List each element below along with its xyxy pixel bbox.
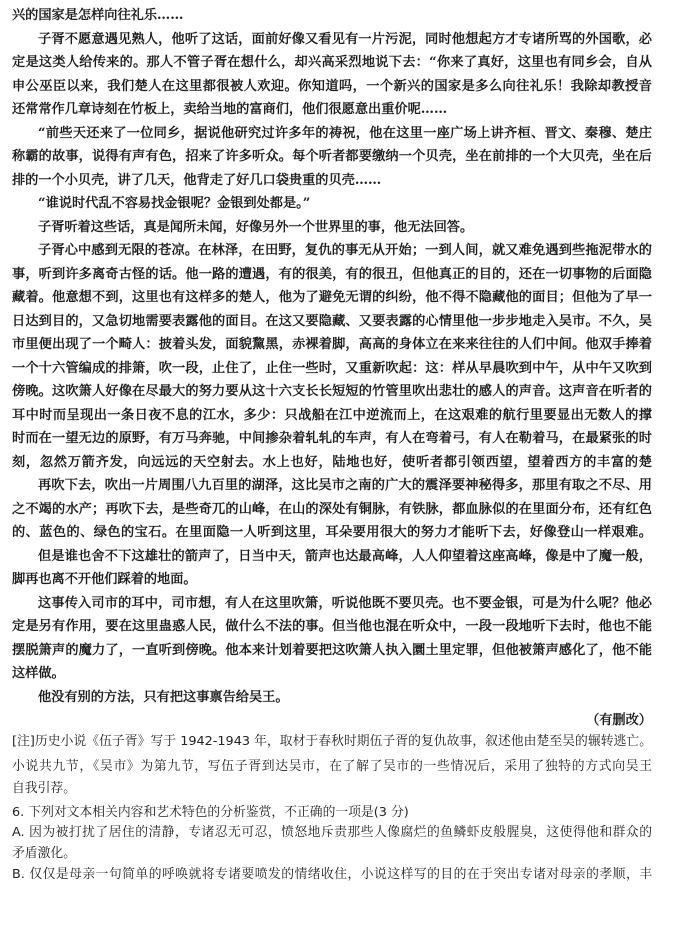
passage-line: 的、蓝色的、绿色的宝石。在里面隐一人听到这里，耳朵要用很大的努力才能听下去，好像登山一样艰难。 <box>12 525 652 540</box>
passage-line: “谁说时代乱不容易找金银呢？金银到处都是。” <box>38 196 311 211</box>
passage-line: 还常常作几章诗刻在竹板上，卖给当地的富商们，他们很愿意出重价呢…… <box>12 102 448 117</box>
passage-line: 藏着。他意想不到，这里也有这样多的楚人，他为了避免无谓的纠纷，他不得不隐藏他的面目；但他为了早一 <box>12 290 652 305</box>
passage-line: “前些天还来了一位同乡，据说他研究过许多年的祷祝，他在这里一座广场上讲齐桓、晋文、秦穆、楚庄 <box>38 125 652 141</box>
passage-line: 定是另有作用，要在这里蛊惑人民，做什么不法的事。但当他也混在听众中，一段一段地听下去时，他也不能 <box>12 619 652 634</box>
passage-line: 排的一个小贝壳，讲了几天，他背走了好几口袋贵重的贝壳…… <box>12 172 382 188</box>
passage-line: 定是这类人给传来的。那人不管子胥在想什么，却兴高采烈地说下去：“你来了真好，这里也有同乡会，自从 <box>12 55 652 70</box>
passage-line: 子胥听着这些话，真是闻所未闻，好像另外一个世界里的事，他无法回答。 <box>38 219 474 235</box>
passage-line: 刻，忽然万箭齐发，向远远的天空射去。水上也好，陆地也好，使听者都引领西望，望着西方的丰富的楚 <box>12 454 652 470</box>
passage-line: 这事传入司市的耳中，司市想，有人在这里吹箫，听说他既不要贝壳。也不要金银，可是为什么呢？他必 <box>38 595 652 611</box>
source-note: （有删改） <box>586 713 652 728</box>
annotation-line: 自我引荐。 <box>12 781 76 796</box>
question-option: 矛盾激化。 <box>12 846 76 861</box>
annotation-line: [注]历史小说《伍子胥》写于 1942-1943 年，取材于春秋时期伍子胥的复仇故事，叙述他由楚至吴的辗转逃亡。 <box>12 734 652 749</box>
passage-line: 傍晚。这吹箫人好像在尽最大的努力要从这十六支长长短短的竹管里吹出悲壮的感人的声音。这声音在听者的 <box>12 384 652 399</box>
passage-line: 市里便出现了一个畸人：披着头发，面貌黧黑，赤裸着脚，高高的身体立在来来往往的人们中间。他双手捧着 <box>12 337 652 352</box>
passage-line: 兴的国家是怎样向往礼乐…… <box>12 8 184 23</box>
passage-line: 之不竭的水产；再吹下去，是些奇兀的山峰，在山的深处有铜脉，有铁脉，都血脉似的在里面分布，还有红色 <box>12 501 652 517</box>
passage-line: 但是谁也舍不下这雄壮的箭声了，日当中天，箭声也达最高峰，人人仰望着这座高峰，像是中了魔一般， <box>38 548 652 564</box>
passage-line: 这样做。 <box>12 666 65 681</box>
question-option: A. 因为被打扰了居住的清静，专诸忍无可忍，愤怒地斥责那些人像腐烂的鱼鳞虾皮般腥臭，这使得他和群众的 <box>12 825 652 840</box>
passage-line: 再吹下去，吹出一片周围八九百里的湖泽，这比吴市之南的广大的震泽要神秘得多，那里有取之不尽、用 <box>38 478 652 493</box>
passage-line: 子胥不愿意遇见熟人，他听了这话，面前好像又看见有一片污泥，同时他想起方才专诸所骂的外国歌，必 <box>38 31 652 47</box>
passage-line: 事，听到许多离奇古怪的话。他一路的遭遇，有的很美，有的很丑，但他真正的目的，还在一切事物的后面隐 <box>12 266 652 282</box>
passage-line: 申公巫臣以来，我们楚人在这里都很被人欢迎。你知道吗，一个新兴的国家是多么向往礼乐！我除却教授音 <box>12 78 652 94</box>
question-option: B. 仅仅是母亲一句简单的呼唤就将专诸要喷发的情绪收住，小说这样写的目的在于突出专诸对母亲的孝顺，丰 <box>12 867 652 882</box>
passage-line: 他没有别的方法，只有把这事禀告给吴王。 <box>38 689 289 705</box>
passage-line: 日达到目的，又急切地需要表露他的面目。在这又要隐藏、又要表露的心情里他一步步地走入吴市。不久，吴 <box>12 313 652 329</box>
question-stem: 6. 下列对文本相关内容和艺术特色的分析鉴赏，不正确的一项是(3 分) <box>12 805 409 820</box>
passage-line: 子胥心中感到无限的苍凉。在林泽，在田野，复仇的事无从开始；一到人间，就又难免遇到些拖泥带水的 <box>38 243 652 258</box>
passage-line: 称霸的故事，说得有声有色，招来了许多听众。每个听者都要缴纳一个贝壳，坐在前排的一个大贝壳，坐在后 <box>12 149 652 164</box>
annotation-line: 小说共九节，《吴市》为第九节，写伍子胥到达吴市，在了解了吴市的一些情况后，采用了独特的方式向吴王 <box>12 759 652 774</box>
passage-line: 脚再也离不开他们踩着的地面。 <box>12 572 197 587</box>
passage-line: 时而在一望无边的原野，有万马奔驰，中间掺杂着轧轧的车声，有人在弯着弓，有人在勒着马，在最紧张的时 <box>12 431 652 446</box>
passage-line: 一个十六管编成的排箫，吹一段，止住了，止住一些时，又重新吹起：这：样从早晨吹到中午，从中午又吹到 <box>12 360 652 376</box>
passage-line: 摆脱箫声的魔力了，一直听到傍晚。他本来计划着要把这吹箫人执入圜土里定罪，但他被箫声感化了，他不能 <box>12 642 652 658</box>
passage-line: 耳中时而呈现出一条日夜不息的江水，多少：只战船在江中逆流而上，在这艰难的航行里要显出无数人的撑 <box>12 407 652 423</box>
